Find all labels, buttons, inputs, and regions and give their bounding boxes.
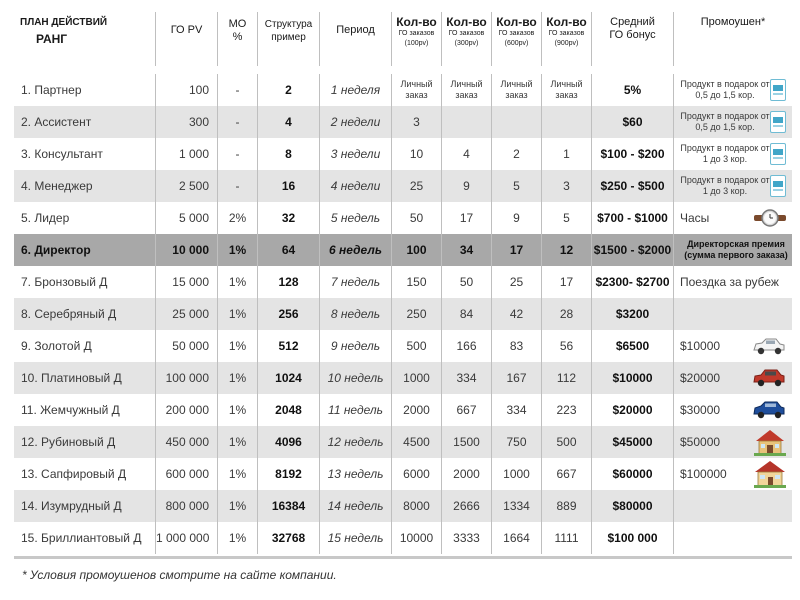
promo-text: $30000 <box>680 403 721 417</box>
cell-orders-900: 12 <box>542 234 592 266</box>
table-row <box>14 458 792 490</box>
cell-gopv: 2 500 <box>156 170 218 202</box>
cell-structure: 8192 <box>258 458 320 490</box>
cell-orders-300: 2666 <box>442 490 492 522</box>
cell-orders-100: 10 <box>392 138 442 170</box>
cell-orders-100: 150 <box>392 266 442 298</box>
cell-orders-300: 3333 <box>442 522 492 554</box>
rank-plan-table-container <box>14 12 792 554</box>
cell-bonus: $60 <box>592 106 674 138</box>
cell-promo <box>674 490 792 522</box>
cell-rank: 7. Бронзовый Д <box>14 266 156 298</box>
cell-period: 7 недель <box>320 266 392 298</box>
table-row <box>14 74 792 106</box>
promo-text: Директорская премия (сумма первого заказа) <box>684 239 788 260</box>
promo-text: $100000 <box>680 467 727 481</box>
cell-structure: 128 <box>258 266 320 298</box>
cell-orders-300 <box>442 106 492 138</box>
cell-orders-300: 34 <box>442 234 492 266</box>
cell-promo <box>674 138 792 170</box>
cell-structure: 512 <box>258 330 320 362</box>
cell-bonus: $2300- $2700 <box>592 266 674 298</box>
cell-structure: 256 <box>258 298 320 330</box>
promo-text: Продукт в подарок от 1 до 3 кор. <box>680 143 770 164</box>
cell-orders-100: 3 <box>392 106 442 138</box>
cell-period: 1 неделя <box>320 74 392 106</box>
cell-gopv: 100 000 <box>156 362 218 394</box>
cell-orders-900 <box>542 106 592 138</box>
cell-period: 4 недели <box>320 170 392 202</box>
cell-orders-600: 25 <box>492 266 542 298</box>
header-plan-label: ПЛАН ДЕЙСТВИЙ <box>20 17 108 28</box>
cell-structure: 2048 <box>258 394 320 426</box>
cell-structure: 64 <box>258 234 320 266</box>
table-row <box>14 426 792 458</box>
promo-text: $20000 <box>680 371 721 385</box>
bottom-divider <box>14 556 792 559</box>
cell-mo: - <box>218 138 258 170</box>
cell-gopv: 450 000 <box>156 426 218 458</box>
table-row <box>14 330 792 362</box>
cell-orders-900: Личный заказ <box>542 74 592 106</box>
promo-text: $10000 <box>680 339 721 353</box>
table-header-row <box>14 12 792 66</box>
cell-promo <box>674 426 792 458</box>
cell-orders-100: 1000 <box>392 362 442 394</box>
gift-icon <box>770 143 786 165</box>
cell-mo: 1% <box>218 362 258 394</box>
cell-period: 15 недель <box>320 522 392 554</box>
cell-gopv: 1 000 <box>156 138 218 170</box>
gift-icon <box>770 79 786 101</box>
gift-icon <box>770 111 786 133</box>
cell-promo <box>674 298 792 330</box>
cell-period: 2 недели <box>320 106 392 138</box>
cell-rank: 6. Директор <box>14 234 156 266</box>
car-white-icon <box>752 335 786 357</box>
house-icon <box>754 428 786 456</box>
cell-period: 12 недель <box>320 426 392 458</box>
header-rank <box>14 12 156 66</box>
cell-bonus: $60000 <box>592 458 674 490</box>
cell-mo: - <box>218 106 258 138</box>
cell-mo: 1% <box>218 330 258 362</box>
table-body <box>14 74 792 554</box>
table-row <box>14 234 792 266</box>
cell-rank: 12. Рубиновый Д <box>14 426 156 458</box>
cell-orders-100: 250 <box>392 298 442 330</box>
cell-period: 9 недель <box>320 330 392 362</box>
cell-orders-100: 10000 <box>392 522 442 554</box>
house-large-icon <box>754 460 786 488</box>
cell-bonus: $250 - $500 <box>592 170 674 202</box>
cell-orders-900: 17 <box>542 266 592 298</box>
table-row <box>14 490 792 522</box>
table-row <box>14 394 792 426</box>
cell-orders-900: 500 <box>542 426 592 458</box>
cell-orders-600: 9 <box>492 202 542 234</box>
cell-gopv: 1 000 000 <box>156 522 218 554</box>
cell-orders-300: 1500 <box>442 426 492 458</box>
cell-rank: 3. Консультант <box>14 138 156 170</box>
cell-structure: 4096 <box>258 426 320 458</box>
header-period: Период <box>320 12 392 66</box>
cell-orders-300: 9 <box>442 170 492 202</box>
promo-text: Часы <box>680 211 710 225</box>
cell-orders-600: 750 <box>492 426 542 458</box>
cell-mo: 1% <box>218 522 258 554</box>
cell-bonus: $100 - $200 <box>592 138 674 170</box>
cell-gopv: 5 000 <box>156 202 218 234</box>
cell-gopv: 15 000 <box>156 266 218 298</box>
cell-bonus: $3200 <box>592 298 674 330</box>
cell-period: 14 недель <box>320 490 392 522</box>
cell-bonus: $80000 <box>592 490 674 522</box>
cell-orders-900: 223 <box>542 394 592 426</box>
cell-orders-600: 2 <box>492 138 542 170</box>
cell-orders-600: 17 <box>492 234 542 266</box>
cell-mo: 1% <box>218 490 258 522</box>
cell-rank: 8. Серебряный Д <box>14 298 156 330</box>
table-row <box>14 138 792 170</box>
cell-orders-900: 3 <box>542 170 592 202</box>
header-orders-100: Кол-во ГО заказов (100pv) <box>392 12 442 66</box>
cell-period: 5 недель <box>320 202 392 234</box>
promo-text: Продукт в подарок от 0,5 до 1,5 кор. <box>680 111 770 132</box>
cell-promo <box>674 266 792 298</box>
cell-structure: 16384 <box>258 490 320 522</box>
cell-bonus: $100 000 <box>592 522 674 554</box>
car-red-icon <box>752 367 786 389</box>
cell-orders-300: 2000 <box>442 458 492 490</box>
cell-orders-900: 28 <box>542 298 592 330</box>
cell-orders-600: 1000 <box>492 458 542 490</box>
cell-rank: 2. Ассистент <box>14 106 156 138</box>
cell-structure: 4 <box>258 106 320 138</box>
cell-gopv: 200 000 <box>156 394 218 426</box>
header-orders-600: Кол-во ГО заказов (600pv) <box>492 12 542 66</box>
cell-bonus: $6500 <box>592 330 674 362</box>
cell-orders-100: 100 <box>392 234 442 266</box>
cell-bonus: 5% <box>592 74 674 106</box>
cell-structure: 1024 <box>258 362 320 394</box>
cell-structure: 32768 <box>258 522 320 554</box>
cell-rank: 11. Жемчужный Д <box>14 394 156 426</box>
cell-mo: 1% <box>218 426 258 458</box>
watch-icon <box>754 208 786 228</box>
header-rank-label: РАНГ <box>36 32 68 46</box>
cell-orders-100: 2000 <box>392 394 442 426</box>
table-row <box>14 298 792 330</box>
cell-gopv: 25 000 <box>156 298 218 330</box>
cell-bonus: $45000 <box>592 426 674 458</box>
cell-promo <box>674 522 792 554</box>
cell-rank: 4. Менеджер <box>14 170 156 202</box>
cell-promo <box>674 170 792 202</box>
promo-text: Продукт в подарок от 0,5 до 1,5 кор. <box>680 79 770 100</box>
cell-mo: - <box>218 74 258 106</box>
cell-gopv: 10 000 <box>156 234 218 266</box>
cell-promo <box>674 394 792 426</box>
table-row <box>14 362 792 394</box>
header-spacer <box>14 66 792 74</box>
cell-mo: - <box>218 170 258 202</box>
table-row <box>14 106 792 138</box>
table-row <box>14 170 792 202</box>
cell-orders-900: 1111 <box>542 522 592 554</box>
cell-orders-300: 17 <box>442 202 492 234</box>
cell-period: 8 недель <box>320 298 392 330</box>
cell-orders-600: 42 <box>492 298 542 330</box>
cell-mo: 1% <box>218 298 258 330</box>
cell-orders-300: 667 <box>442 394 492 426</box>
cell-orders-100: 500 <box>392 330 442 362</box>
cell-rank: 15. Бриллиантовый Д <box>14 522 156 554</box>
cell-rank: 5. Лидер <box>14 202 156 234</box>
table-row <box>14 522 792 554</box>
cell-period: 6 недель <box>320 234 392 266</box>
cell-orders-900: 889 <box>542 490 592 522</box>
cell-promo <box>674 458 792 490</box>
cell-gopv: 600 000 <box>156 458 218 490</box>
cell-period: 13 недель <box>320 458 392 490</box>
cell-period: 3 недели <box>320 138 392 170</box>
footnote: * Условия промоушенов смотрите на сайте компании. <box>22 568 337 582</box>
cell-structure: 2 <box>258 74 320 106</box>
cell-mo: 1% <box>218 394 258 426</box>
cell-structure: 16 <box>258 170 320 202</box>
cell-mo: 1% <box>218 266 258 298</box>
cell-bonus: $10000 <box>592 362 674 394</box>
cell-orders-100: 8000 <box>392 490 442 522</box>
cell-orders-600: 83 <box>492 330 542 362</box>
cell-orders-900: 56 <box>542 330 592 362</box>
header-promo: Промоушен* <box>700 16 766 28</box>
cell-rank: 10. Платиновый Д <box>14 362 156 394</box>
promo-text: Продукт в подарок от 1 до 3 кор. <box>680 175 770 196</box>
cell-period: 11 недель <box>320 394 392 426</box>
cell-rank: 9. Золотой Д <box>14 330 156 362</box>
cell-structure: 8 <box>258 138 320 170</box>
cell-orders-600: Личный заказ <box>492 74 542 106</box>
cell-orders-300: 84 <box>442 298 492 330</box>
cell-orders-300: Личный заказ <box>442 74 492 106</box>
cell-rank: 1. Партнер <box>14 74 156 106</box>
cell-bonus: $1500 - $2000 <box>592 234 674 266</box>
cell-orders-300: 334 <box>442 362 492 394</box>
cell-structure: 32 <box>258 202 320 234</box>
cell-orders-100: 4500 <box>392 426 442 458</box>
header-structure: Структура пример <box>258 12 320 66</box>
cell-mo: 1% <box>218 234 258 266</box>
cell-mo: 1% <box>218 458 258 490</box>
header-bonus: Средний ГО бонус <box>592 12 674 66</box>
cell-promo <box>674 362 792 394</box>
cell-orders-300: 4 <box>442 138 492 170</box>
cell-orders-600: 5 <box>492 170 542 202</box>
cell-orders-300: 166 <box>442 330 492 362</box>
cell-promo <box>674 106 792 138</box>
table-row <box>14 202 792 234</box>
cell-rank: 13. Сапфировый Д <box>14 458 156 490</box>
gift-icon <box>770 175 786 197</box>
cell-orders-100: 50 <box>392 202 442 234</box>
cell-orders-100: Личный заказ <box>392 74 442 106</box>
cell-orders-600: 1664 <box>492 522 542 554</box>
promo-text: $50000 <box>680 435 721 449</box>
cell-orders-900: 5 <box>542 202 592 234</box>
cell-promo <box>674 74 792 106</box>
cell-orders-900: 1 <box>542 138 592 170</box>
cell-gopv: 100 <box>156 74 218 106</box>
cell-period: 10 недель <box>320 362 392 394</box>
cell-orders-300: 50 <box>442 266 492 298</box>
cell-orders-600: 334 <box>492 394 542 426</box>
cell-gopv: 50 000 <box>156 330 218 362</box>
promo-text: Поездка за рубеж <box>680 275 779 289</box>
rank-plan-table <box>14 12 792 554</box>
cell-orders-900: 667 <box>542 458 592 490</box>
car-blue-icon <box>752 399 786 421</box>
header-mo: МО % <box>218 12 258 66</box>
cell-rank: 14. Изумрудный Д <box>14 490 156 522</box>
cell-orders-100: 25 <box>392 170 442 202</box>
cell-bonus: $20000 <box>592 394 674 426</box>
cell-promo <box>674 202 792 234</box>
cell-gopv: 300 <box>156 106 218 138</box>
table-row <box>14 266 792 298</box>
cell-mo: 2% <box>218 202 258 234</box>
cell-orders-600: 1334 <box>492 490 542 522</box>
cell-orders-600: 167 <box>492 362 542 394</box>
cell-orders-100: 6000 <box>392 458 442 490</box>
cell-gopv: 800 000 <box>156 490 218 522</box>
cell-orders-900: 112 <box>542 362 592 394</box>
header-orders-900: Кол-во ГО заказов (900pv) <box>542 12 592 66</box>
cell-promo <box>674 330 792 362</box>
cell-orders-600 <box>492 106 542 138</box>
cell-promo <box>674 234 792 266</box>
header-orders-300: Кол-во ГО заказов (300pv) <box>442 12 492 66</box>
header-gopv: ГО PV <box>156 12 218 66</box>
cell-bonus: $700 - $1000 <box>592 202 674 234</box>
